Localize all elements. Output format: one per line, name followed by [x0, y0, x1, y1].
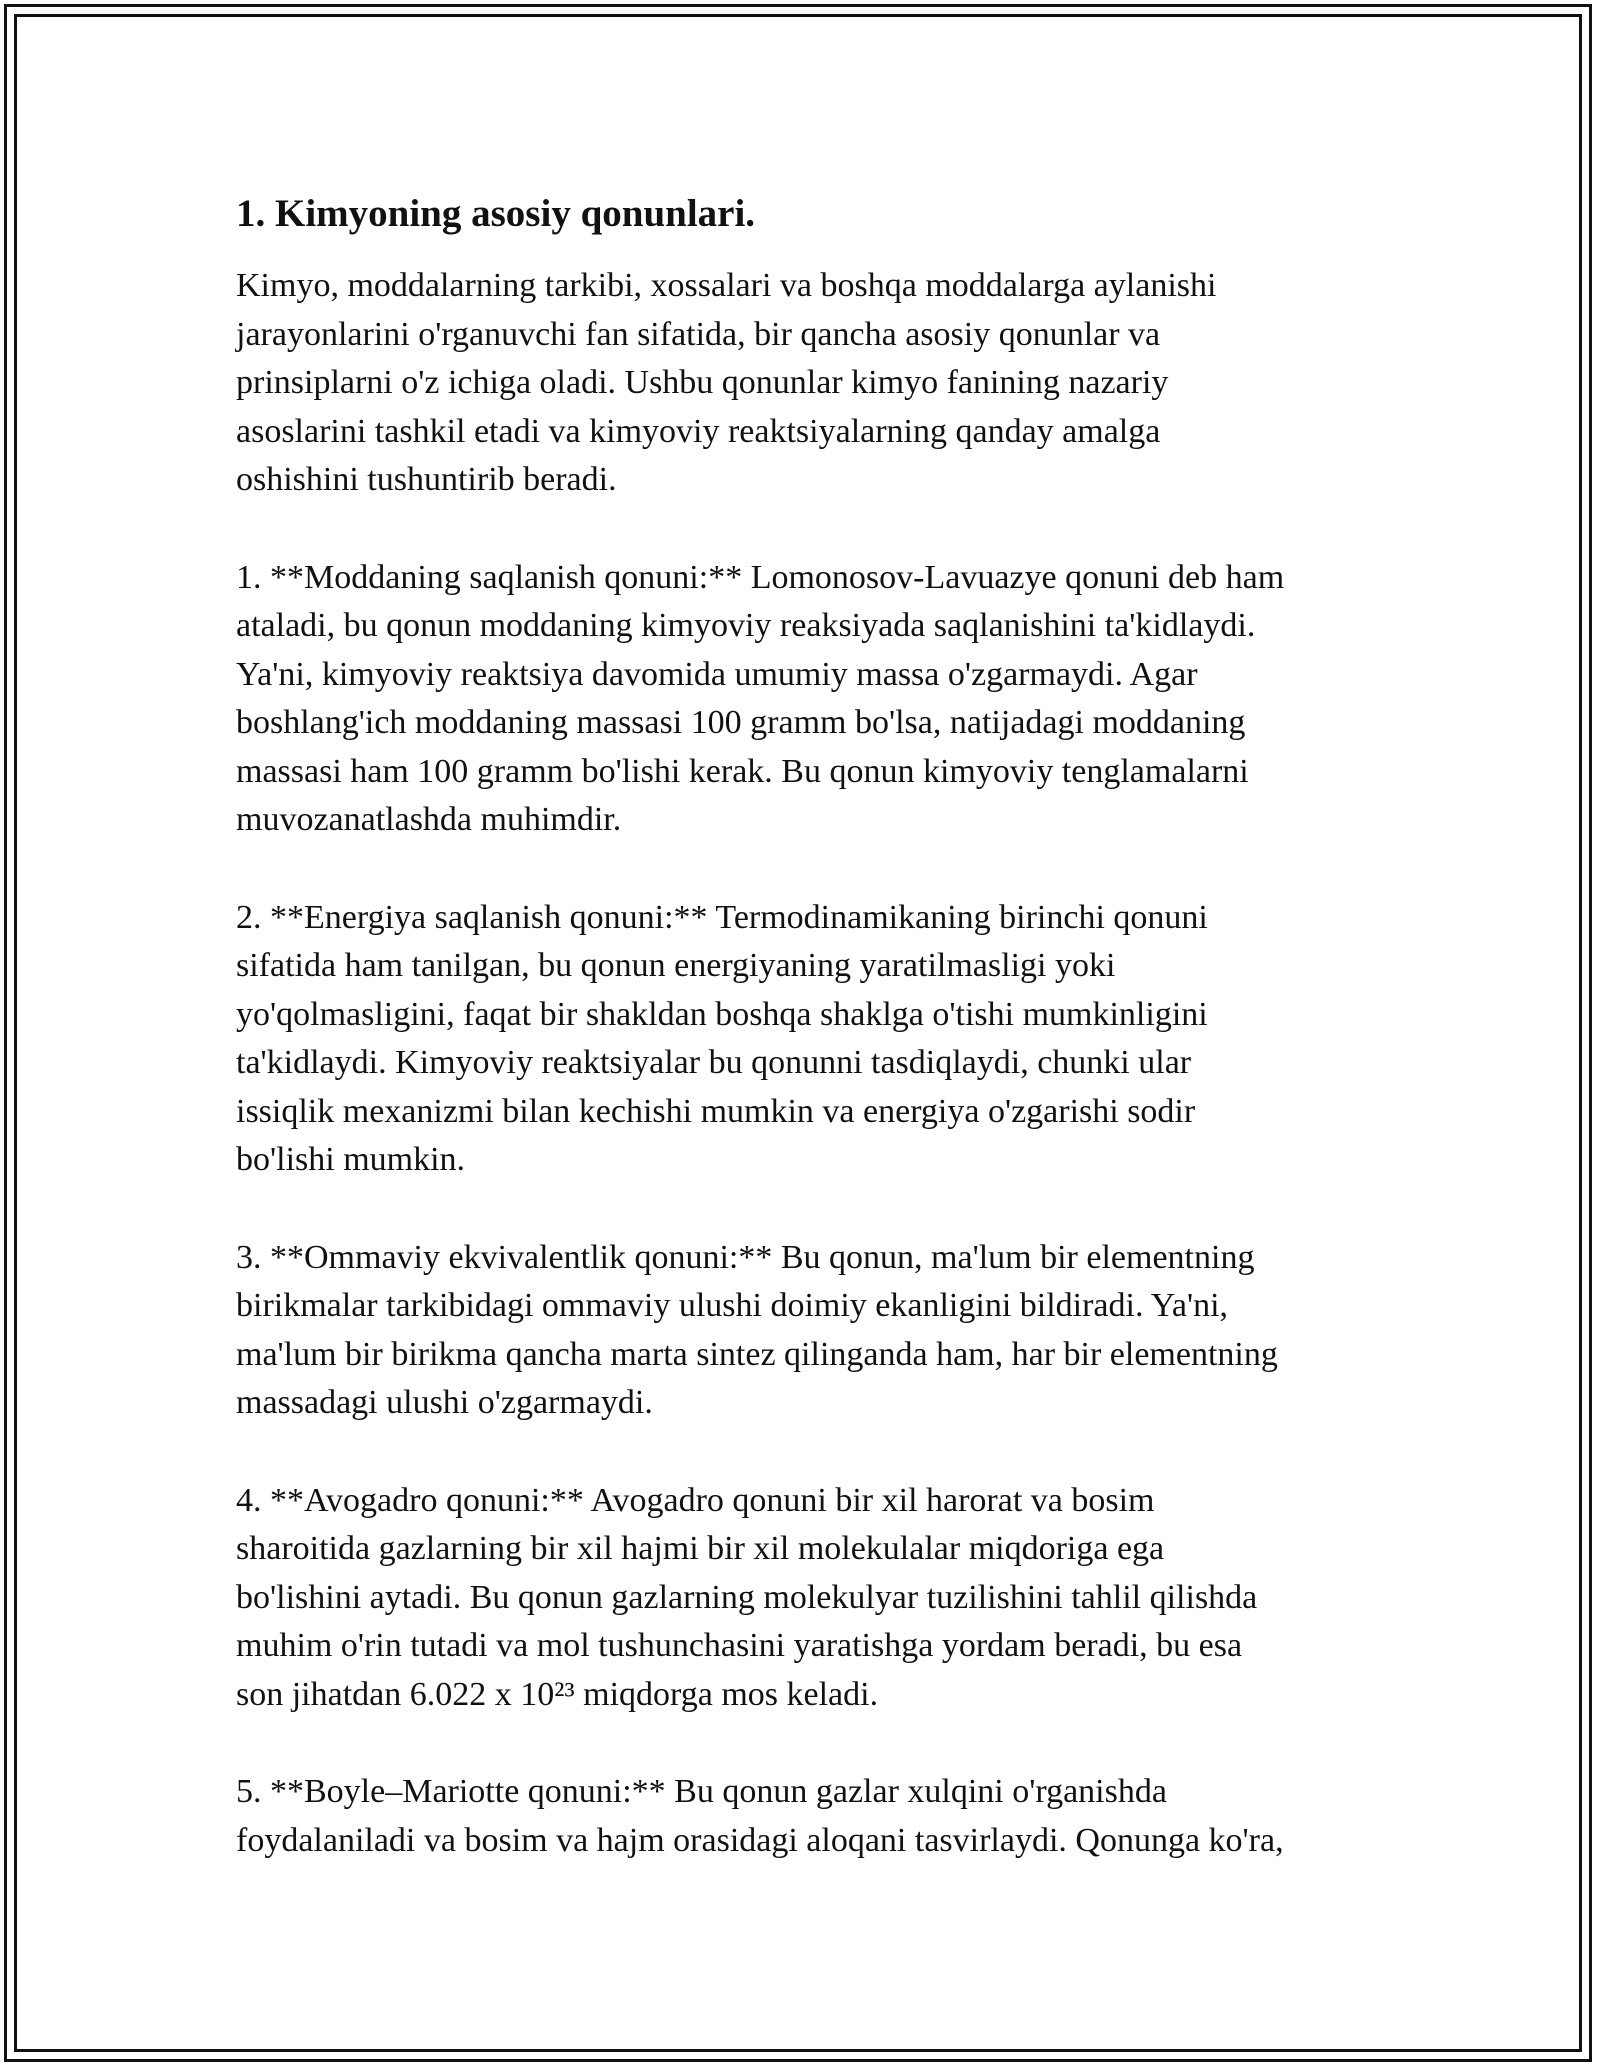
paragraph-law-2: 2. **Energiya saqlanish qonuni:** Termodinamikaning birinchi qonuni sifatida ham tanilgan, bu qonun energiyaning yaratilmasligi yoki yo'qolmasligini, faqat bir shakldan boshqa shaklga o'tishi mumkinligini ta'kidlaydi. Kimyoviy reaktsiyalar bu qonunni tasdiqlaydi, chunki ular issiqlik mexanizmi bilan kechishi mumkin va energiya o'zgarishi sodir bo'lishi mumkin. [236, 898, 1208, 1178]
paragraph-law-5: 5. **Boyle–Mariotte qonuni:** Bu qonun gazlar xulqini o'rganishda foydalaniladi va bosim va hajm orasidagi aloqani tasvirlaydi. Qonunga ko'ra, [236, 1773, 1284, 1859]
paragraph-law-4: 4. **Avogadro qonuni:** Avogadro qonuni bir xil harorat va bosim sharoitida gazlarning bir xil hajmi bir xil molekulalar miqdoriga ega bo'lishini aytadi. Bu qonun gazlarning molekulyar tuzilishini tahlil qilishda muhim o'rin tutadi va mol tushunchasini yaratishga yordam beradi, bu esa son jihatdan 6.022 x 10²³ miqdorga mos keladi. [236, 1481, 1258, 1713]
document-body [236, 188, 1376, 1914]
paragraph-law-1: 1. **Moddaning saqlanish qonuni:** Lomonosov-Lavuazye qonuni deb ham ataladi, bu qonun moddaning kimyoviy reaksiyada saqlanishini ta'kidlaydi. Ya'ni, kimyoviy reaktsiya davomida umumiy massa o'zgarmaydi. Agar boshlang'ich moddaning massasi 100 gramm bo'lsa, natijadagi moddaning massasi ham 100 gramm bo'lishi kerak. Bu qonun kimyoviy tenglamalarni muvozanatlashda muhimdir. [236, 558, 1285, 838]
paragraph-law-3: 3. **Ommaviy ekvivalentlik qonuni:** Bu qonun, ma'lum bir elementning birikmalar tarkibidagi ommaviy ulushi doimiy ekanligini bildiradi. Ya'ni, ma'lum bir birikma qancha marta sintez qilinganda ham, har bir elementning massadagi ulushi o'zgarmaydi. [236, 1238, 1278, 1421]
document-title: 1. Kimyoning asosiy qonunlari. [236, 192, 756, 235]
paragraph-intro: Kimyo, moddalarning tarkibi, xossalari va boshqa moddalarga aylanishi jarayonlarini o'rganuvchi fan sifatida, bir qancha asosiy qonunlar va prinsiplarni o'z ichiga oladi. Ushbu qonunlar kimyo fanining nazariy asoslarini tashkil etadi va kimyoviy reaktsiyalarning qanday amalga oshishini tushuntirib beradi. [236, 267, 1217, 498]
